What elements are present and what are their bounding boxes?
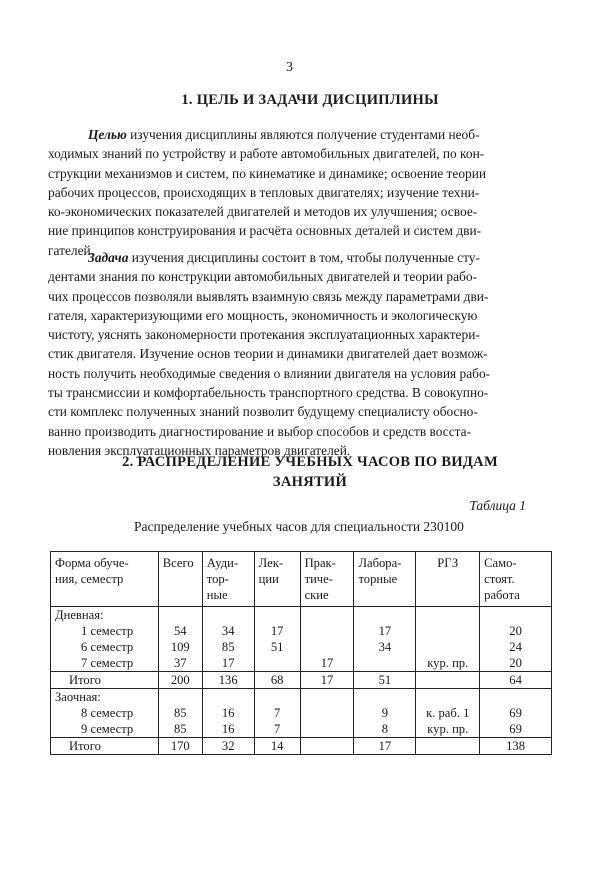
table-group-row bbox=[51, 689, 552, 706]
table-group-row bbox=[51, 607, 552, 624]
table-row bbox=[51, 623, 552, 639]
table-cell: 200 bbox=[158, 672, 202, 689]
header-text: Ауди- bbox=[206, 556, 239, 570]
paragraph-goal-line: рабочих процессов, происходящих в тепловых двигателях; изучение техни- bbox=[48, 184, 480, 200]
table-cell bbox=[158, 689, 202, 706]
table-cell: 7 bbox=[254, 721, 300, 738]
table-cell: 20 bbox=[480, 655, 552, 672]
table-cell bbox=[254, 607, 300, 624]
header-text: ные bbox=[206, 588, 228, 602]
paragraph-task-line: ность получить необходимые сведения о влиянии двигателя на условия рабо- bbox=[48, 365, 491, 381]
paragraph-task-line: дентами знания по конструкции автомобильных двигателей и теории рабо- bbox=[48, 269, 478, 285]
table-cell: 8 bbox=[354, 721, 416, 738]
header-text: Само- bbox=[484, 556, 517, 570]
table-cell bbox=[416, 689, 480, 706]
table-cell: 51 bbox=[354, 672, 416, 689]
header-text: РГЗ bbox=[437, 556, 459, 570]
table-cell: 85 bbox=[202, 639, 254, 655]
table-cell bbox=[300, 721, 354, 738]
table-cell: 7 семестр bbox=[51, 655, 159, 672]
header-text: ские bbox=[304, 588, 329, 602]
table-cell: 6 семестр bbox=[51, 639, 159, 655]
table-row bbox=[51, 639, 552, 655]
paragraph-task-lead: Задача bbox=[88, 250, 129, 265]
table-cell bbox=[354, 655, 416, 672]
table-cell: 109 bbox=[158, 639, 202, 655]
table-cell: 7 bbox=[254, 705, 300, 721]
table-cell bbox=[480, 607, 552, 624]
table-cell bbox=[416, 672, 480, 689]
table-cell: 16 bbox=[202, 705, 254, 721]
header-col-total bbox=[158, 552, 202, 607]
header-col-form bbox=[51, 552, 159, 607]
table-row bbox=[51, 655, 552, 672]
table-cell: 9 bbox=[354, 705, 416, 721]
table-cell: 69 bbox=[480, 705, 552, 721]
table-cell bbox=[202, 689, 254, 706]
table-cell: кур. пр. bbox=[416, 721, 480, 738]
table-cell bbox=[416, 607, 480, 624]
table-cell: 17 bbox=[254, 623, 300, 639]
table-cell: Дневная: bbox=[51, 607, 159, 624]
section-1-title: 1. ЦЕЛЬ И ЗАДАЧИ ДИСЦИПЛИНЫ bbox=[181, 92, 439, 108]
table-cell: Заочная: bbox=[51, 689, 159, 706]
header-text: ции bbox=[258, 572, 279, 586]
header-col-rgz bbox=[416, 552, 480, 607]
table-cell: 136 bbox=[202, 672, 254, 689]
table-label: Таблица 1 bbox=[469, 498, 526, 513]
header-text: тиче- bbox=[304, 572, 333, 586]
header-text: тор- bbox=[206, 572, 229, 586]
table-total-row bbox=[51, 738, 552, 755]
paragraph-task-line: ты трансмиссии и комфортабельность транспортного средства. В совокупно- bbox=[48, 385, 489, 401]
table-cell bbox=[300, 705, 354, 721]
table-cell bbox=[300, 607, 354, 624]
paragraph-task bbox=[48, 248, 544, 460]
table-cell bbox=[300, 639, 354, 655]
table-cell: 85 bbox=[158, 705, 202, 721]
header-text: Лек- bbox=[258, 556, 284, 570]
hours-table bbox=[50, 551, 552, 755]
paragraph-task-line: ванно производить диагностирование и выбор способов и средств восста- bbox=[48, 423, 472, 439]
table-cell bbox=[254, 689, 300, 706]
table-cell: 17 bbox=[354, 738, 416, 755]
table-cell: 37 bbox=[158, 655, 202, 672]
table-cell: 16 bbox=[202, 721, 254, 738]
table-cell: 68 bbox=[254, 672, 300, 689]
paragraph-task-text: изучения дисциплины состоит в том, чтобы полученные сту- bbox=[128, 250, 480, 265]
table-cell bbox=[354, 607, 416, 624]
paragraph-goal-line: ко-экономических показателей двигателей и методов их улучшения; освое- bbox=[48, 204, 478, 220]
table-cell: 51 bbox=[254, 639, 300, 655]
table-cell bbox=[300, 623, 354, 639]
paragraph-task-line: сти комплекс полученных знаний позволит будущему специалисту обосно- bbox=[48, 404, 478, 420]
table-cell bbox=[300, 689, 354, 706]
table-cell: к. раб. 1 bbox=[416, 705, 480, 721]
paragraph-goal-line: гателей. bbox=[48, 242, 95, 258]
header-text: работа bbox=[484, 588, 520, 602]
table-total-row bbox=[51, 672, 552, 689]
table-cell bbox=[416, 738, 480, 755]
table-cell bbox=[416, 623, 480, 639]
table-cell: 20 bbox=[480, 623, 552, 639]
header-col-practical bbox=[300, 552, 354, 607]
header-text: Всего bbox=[162, 556, 194, 570]
page-number: 3 bbox=[286, 60, 293, 75]
header-text: Прак- bbox=[304, 556, 336, 570]
table-cell: 9 семестр bbox=[51, 721, 159, 738]
table-cell: 34 bbox=[354, 639, 416, 655]
table-cell: 34 bbox=[202, 623, 254, 639]
header-text: торные bbox=[358, 572, 398, 586]
table-cell bbox=[416, 639, 480, 655]
paragraph-goal-line: струкции механизмов и систем, по кинематике и динамике; освоение теории bbox=[48, 165, 487, 181]
header-col-lab bbox=[354, 552, 416, 607]
table-cell: кур. пр. bbox=[416, 655, 480, 672]
header-col-auditory bbox=[202, 552, 254, 607]
paragraph-task-line: чистоту, уяснять закономерности протекания эксплуатационных характери- bbox=[48, 327, 480, 343]
table-cell: 17 bbox=[300, 655, 354, 672]
paragraph-task-line: гателя, характеризующими его мощность, экономичность и экологическую bbox=[48, 307, 478, 323]
paragraph-goal-lead: Целью bbox=[88, 127, 127, 142]
table-cell: 138 bbox=[480, 738, 552, 755]
paragraph-task-line: чих процессов позволяли выявлять взаимную связь между параметрами дви- bbox=[48, 288, 489, 304]
table-cell bbox=[158, 607, 202, 624]
table-cell: 85 bbox=[158, 721, 202, 738]
paragraph-goal bbox=[48, 125, 544, 260]
header-text: Форма обуче- bbox=[55, 556, 129, 570]
table-cell: 17 bbox=[202, 655, 254, 672]
table-cell: 170 bbox=[158, 738, 202, 755]
table-cell bbox=[354, 689, 416, 706]
paragraph-goal-line: ходимых знаний по устройству и работе автомобильных двигателей, по кон- bbox=[48, 146, 485, 162]
table-cell bbox=[202, 607, 254, 624]
header-col-lectures bbox=[254, 552, 300, 607]
paragraph-goal-text: изучения дисциплины являются получение студентами необ- bbox=[126, 127, 480, 142]
table-cell: 14 bbox=[254, 738, 300, 755]
section-2-title bbox=[10, 452, 600, 492]
table-cell: 8 семестр bbox=[51, 705, 159, 721]
table-cell bbox=[254, 655, 300, 672]
hours-table-header bbox=[51, 552, 552, 607]
table-cell bbox=[480, 689, 552, 706]
section-2-title-line-1: 2. РАСПРЕДЕЛЕНИЕ УЧЕБНЫХ ЧАСОВ ПО ВИДАМ bbox=[122, 454, 498, 470]
paragraph-task-line: стик двигателя. Изучение основ теории и динамики двигателей дает возмож- bbox=[48, 346, 488, 362]
paragraph-goal-line: ние принципов конструирования и расчёта основных деталей и систем дви- bbox=[48, 223, 482, 239]
table-cell: 17 bbox=[354, 623, 416, 639]
table-row bbox=[51, 721, 552, 738]
table-caption: Распределение учебных часов для специальности 230100 bbox=[134, 519, 464, 534]
hours-table-body bbox=[51, 607, 552, 755]
header-text: стоят. bbox=[484, 572, 515, 586]
table-cell: 69 bbox=[480, 721, 552, 738]
table-cell: 32 bbox=[202, 738, 254, 755]
table-cell: 24 bbox=[480, 639, 552, 655]
table-row bbox=[51, 705, 552, 721]
table-cell: 1 семестр bbox=[51, 623, 159, 639]
header-col-selfstudy bbox=[480, 552, 552, 607]
paragraph-goal-line-1 bbox=[88, 125, 544, 144]
table-cell: Итого bbox=[51, 672, 159, 689]
paragraph-task-line: новления эксплуатационных параметров двигателей. bbox=[48, 442, 351, 458]
header-text: ния, семестр bbox=[55, 572, 124, 586]
table-cell: 64 bbox=[480, 672, 552, 689]
table-cell: Итого bbox=[51, 738, 159, 755]
paragraph-task-line-1 bbox=[88, 248, 544, 267]
header-text: Лабора- bbox=[358, 556, 402, 570]
table-cell bbox=[300, 738, 354, 755]
table-cell: 54 bbox=[158, 623, 202, 639]
section-2-title-line-2: ЗАНЯТИЙ bbox=[272, 474, 348, 490]
table-cell: 17 bbox=[300, 672, 354, 689]
